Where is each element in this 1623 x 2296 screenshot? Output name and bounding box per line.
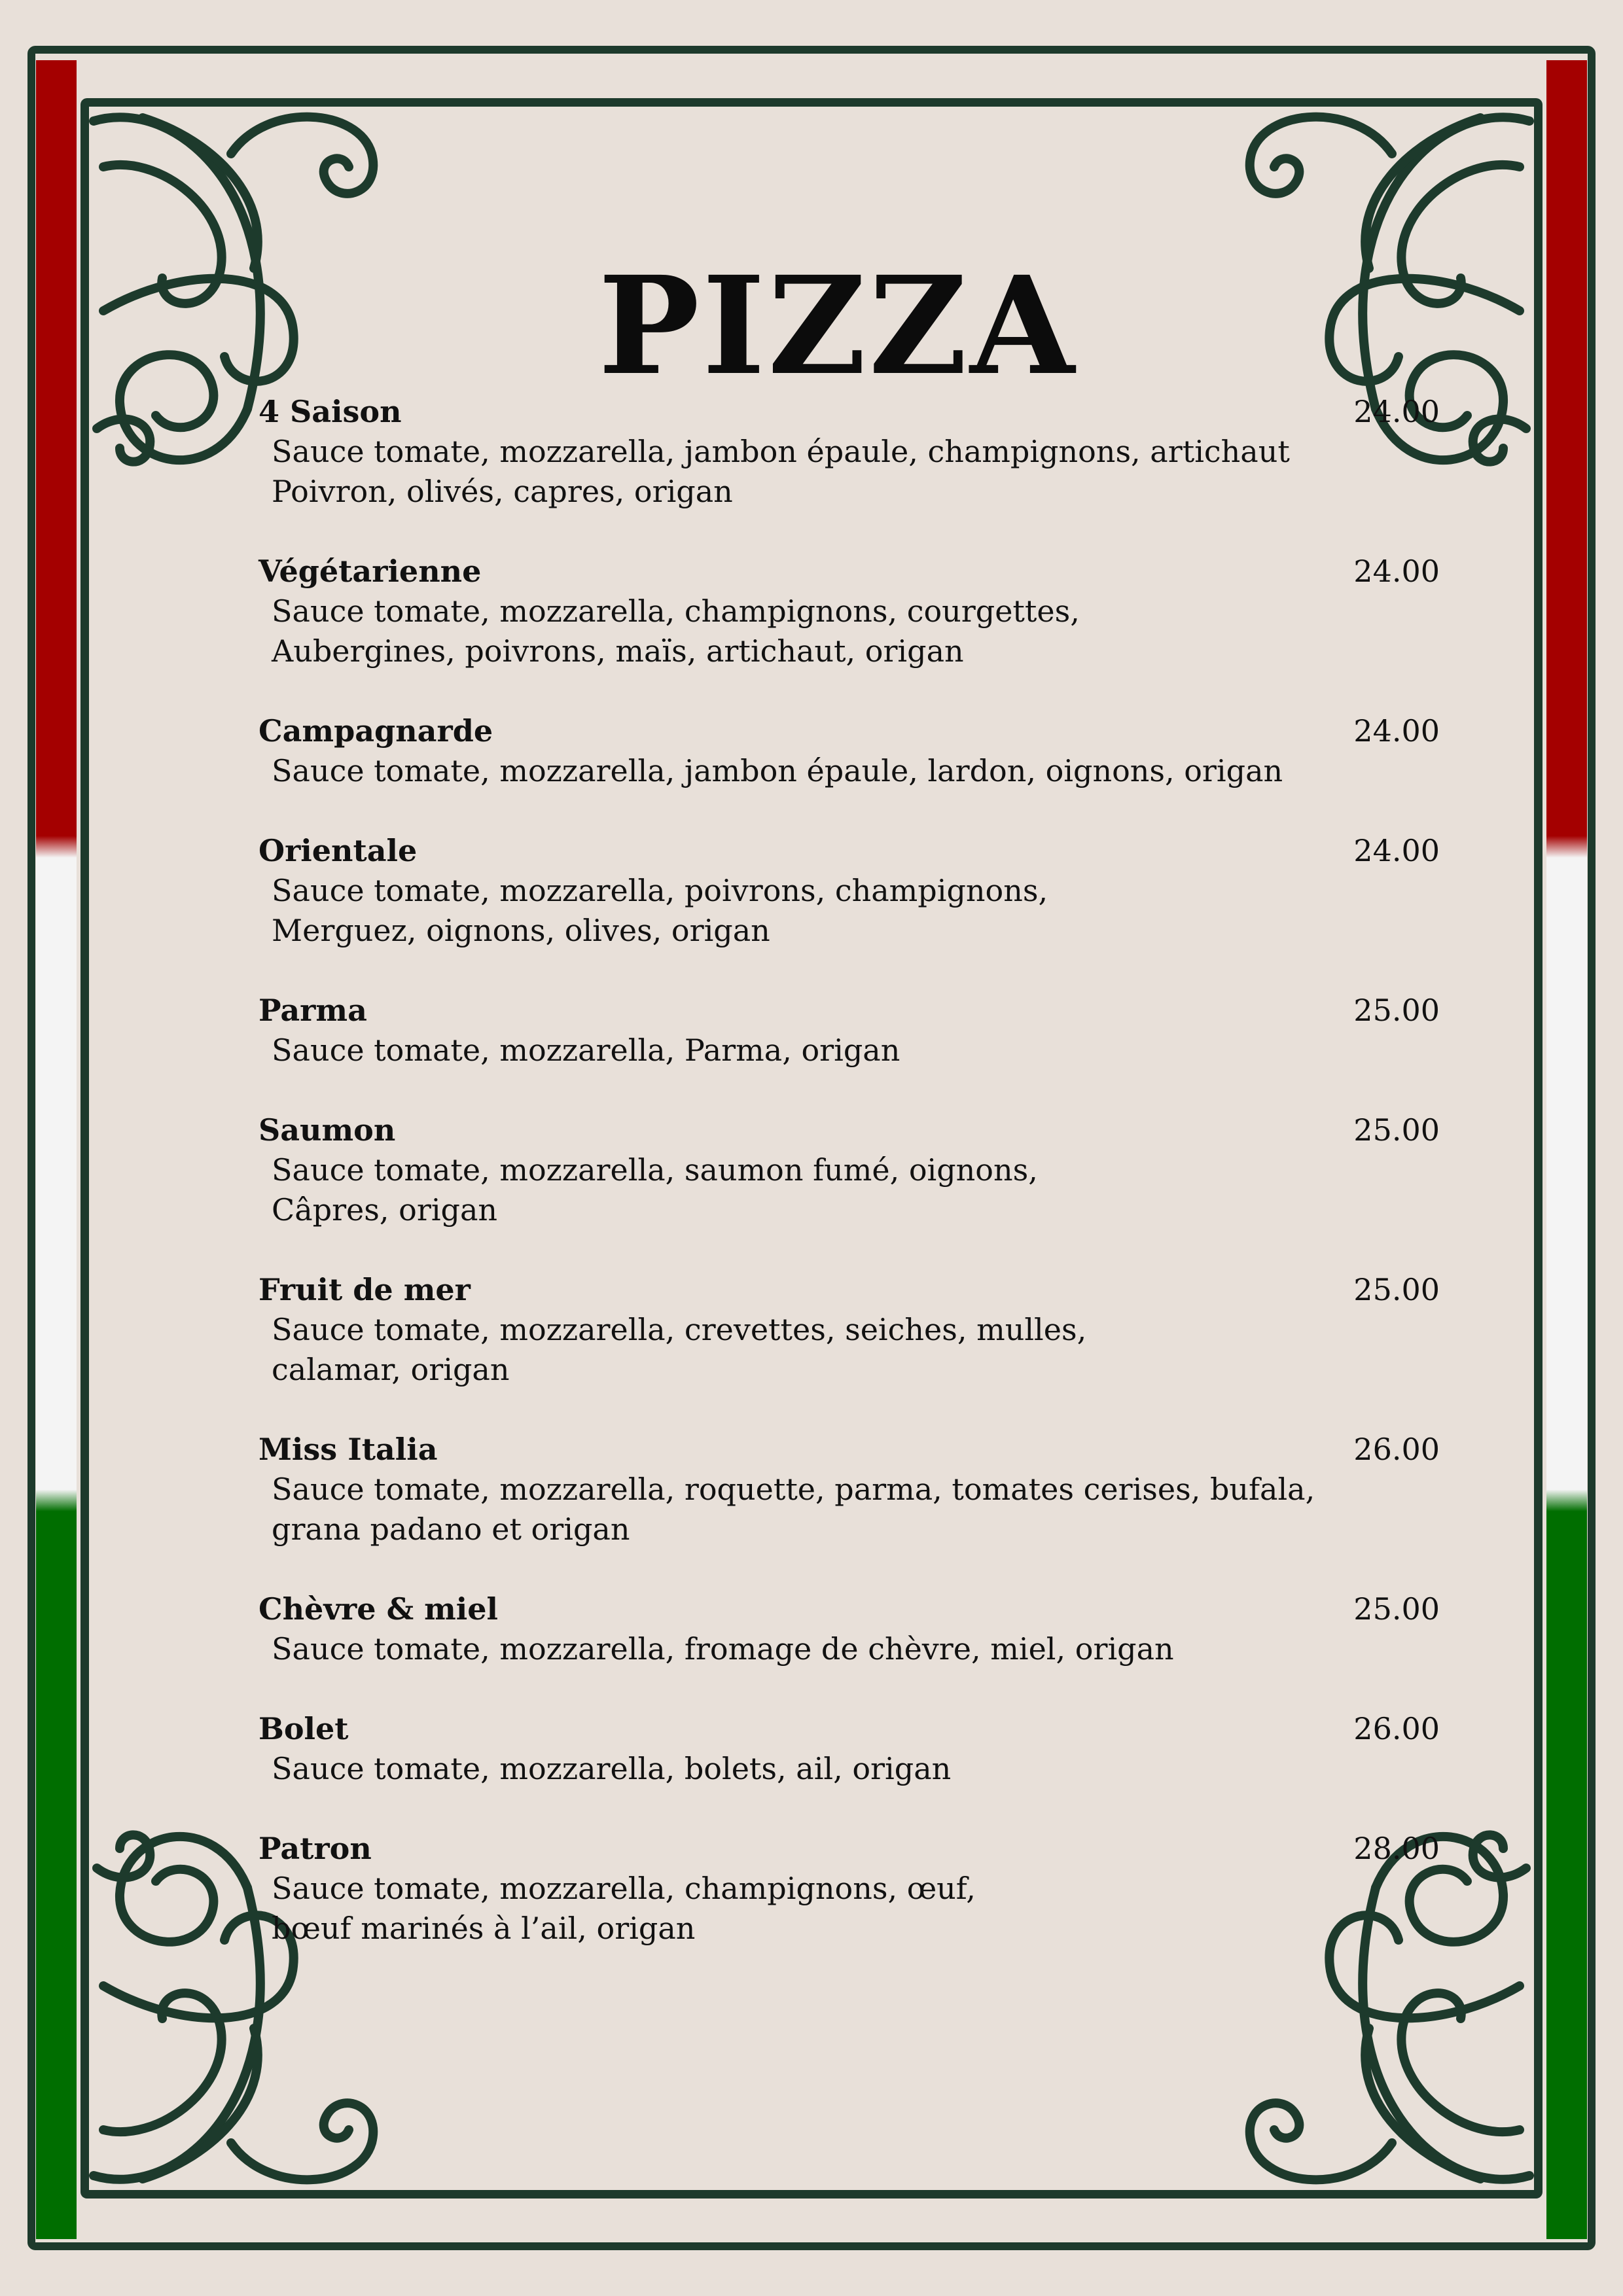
item-name: Fruit de mer: [259, 1272, 471, 1307]
menu-item: [259, 1589, 1440, 1708]
item-name: Patron: [259, 1831, 372, 1866]
item-price: 25.00: [1353, 1591, 1440, 1627]
item-price: 25.00: [1353, 1112, 1440, 1148]
menu-item: [259, 830, 1440, 990]
item-price: 26.00: [1353, 1711, 1440, 1746]
item-name: Miss Italia: [259, 1432, 438, 1467]
item-description: Sauce tomate, mozzarella, champignons, courgettes,: [272, 593, 1080, 629]
menu-item: [259, 391, 1440, 551]
item-price: 24.00: [1353, 713, 1440, 749]
item-description: Câpres, origan: [272, 1192, 498, 1227]
item-price: 25.00: [1353, 1272, 1440, 1307]
pizza-menu-list: [259, 391, 1440, 1988]
item-description: Sauce tomate, mozzarella, champignons, œuf,: [272, 1871, 976, 1906]
item-price: 26.00: [1353, 1432, 1440, 1467]
menu-item: [259, 1429, 1440, 1589]
item-description: bœuf marinés à l’ail, origan: [272, 1911, 696, 1946]
item-description: Sauce tomate, mozzarella, poivrons, champignons,: [272, 873, 1048, 908]
item-name: 4 Saison: [259, 394, 402, 429]
item-price: 24.00: [1353, 394, 1440, 429]
menu-item: [259, 551, 1440, 711]
item-description: calamar, origan: [272, 1352, 510, 1387]
item-name: Campagnarde: [259, 713, 493, 749]
item-name: Parma: [259, 993, 367, 1028]
menu-item: [259, 1110, 1440, 1269]
item-description: Sauce tomate, mozzarella, fromage de chèvre, miel, origan: [272, 1631, 1174, 1667]
menu-title: PIZZA: [598, 247, 1077, 405]
item-description: Sauce tomate, mozzarella, Parma, origan: [272, 1033, 901, 1068]
item-description: Poivron, olivés, capres, origan: [272, 474, 733, 509]
item-name: Chèvre & miel: [259, 1591, 499, 1627]
menu-item: [259, 1708, 1440, 1828]
item-description: Sauce tomate, mozzarella, bolets, ail, origan: [272, 1751, 952, 1786]
item-name: Bolet: [259, 1711, 349, 1746]
item-name: Végétarienne: [259, 554, 482, 589]
item-price: 28.00: [1353, 1831, 1440, 1866]
menu-item: [259, 1269, 1440, 1429]
item-description: Aubergines, poivrons, maïs, artichaut, origan: [272, 633, 964, 669]
menu-item: [259, 1828, 1440, 1988]
item-description: Sauce tomate, mozzarella, crevettes, seiches, mulles,: [272, 1312, 1087, 1347]
item-price: 24.00: [1353, 833, 1440, 868]
item-description: Sauce tomate, mozzarella, jambon épaule, champignons, artichaut: [272, 434, 1290, 469]
item-description: Sauce tomate, mozzarella, saumon fumé, oignons,: [272, 1152, 1038, 1188]
menu-item: [259, 990, 1440, 1110]
item-description: Sauce tomate, mozzarella, jambon épaule, lardon, oignons, origan: [272, 753, 1283, 788]
item-price: 24.00: [1353, 554, 1440, 589]
item-name: Orientale: [259, 833, 418, 868]
menu-item: [259, 711, 1440, 830]
item-description: grana padano et origan: [272, 1511, 630, 1547]
item-name: Saumon: [259, 1112, 396, 1148]
item-price: 25.00: [1353, 993, 1440, 1028]
item-description: Sauce tomate, mozzarella, roquette, parma, tomates cerises, bufala,: [272, 1472, 1315, 1507]
item-description: Merguez, oignons, olives, origan: [272, 913, 770, 948]
